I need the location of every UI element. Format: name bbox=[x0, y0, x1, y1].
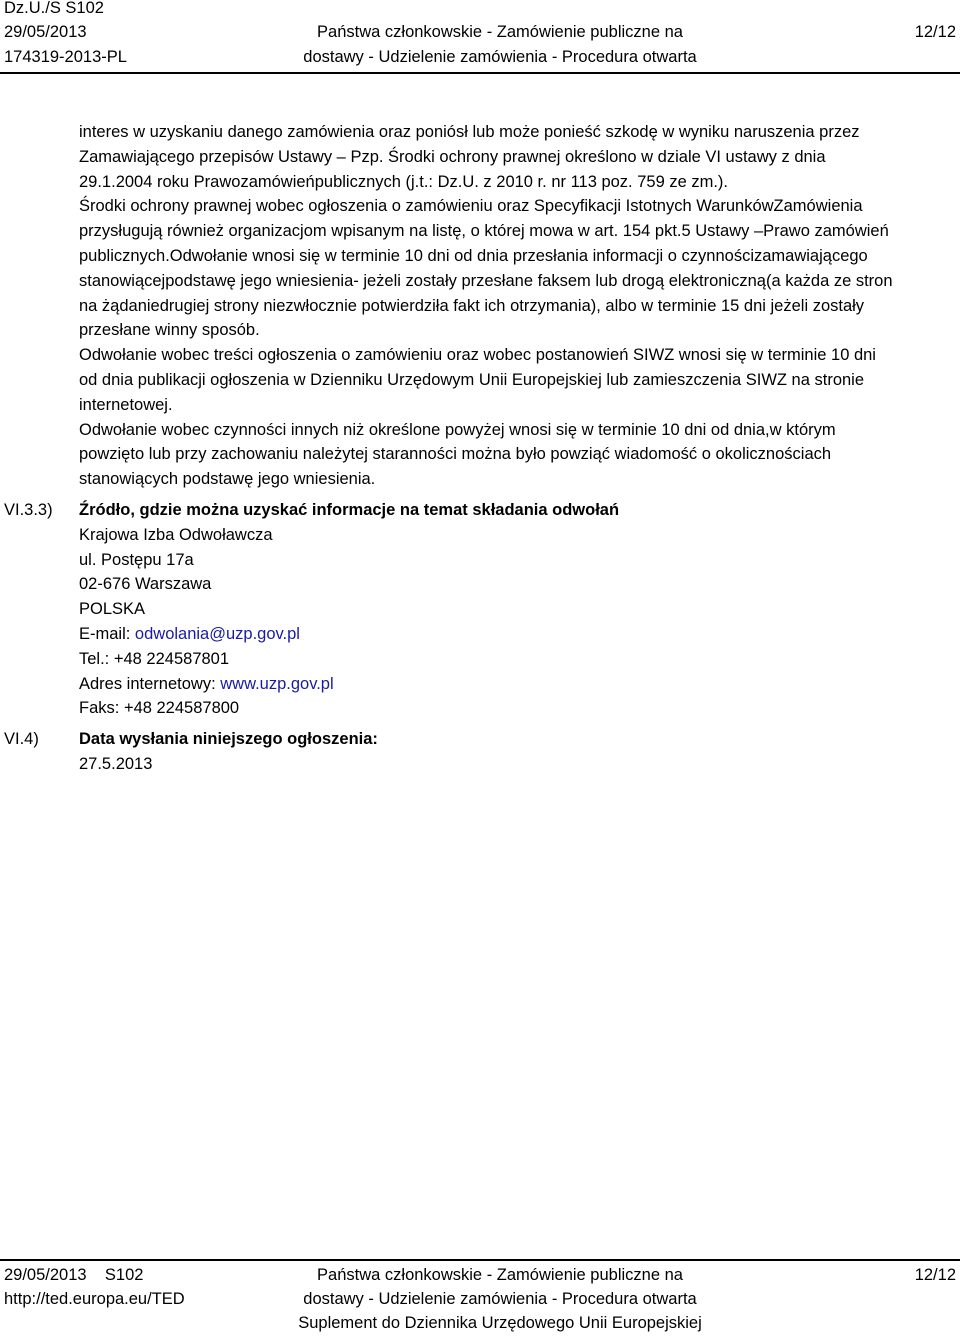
fax-row bbox=[79, 696, 955, 721]
street-address: ul. Postępu 17a bbox=[79, 550, 194, 569]
tel-value: +48 224587801 bbox=[113, 649, 230, 668]
text-line: publicznych.Odwołanie wnosi się w terminie 10 dni od dnia przesłania informacji o czynnościzamawiającego bbox=[79, 246, 868, 265]
section-title: Źródło, gdzie można uzyskać informacje na temat składania odwołań bbox=[79, 501, 620, 519]
text-line: Odwołanie wobec treści ogłoszenia o zamówieniu oraz wobec postanowień SIWZ wnosi się w terminie 10 dni bbox=[79, 346, 876, 365]
header-title-line1: Państwa członkowskie - Zamówienie publiczne na bbox=[317, 23, 683, 41]
header-page-number: 12/12 bbox=[914, 23, 956, 41]
email-row bbox=[79, 622, 955, 647]
footer-supplement: Suplement do Dziennika Urzędowego Unii Europejskiej bbox=[298, 1314, 702, 1332]
text-line: Zamawiającego przepisów Ustawy – Pzp. Środki ochrony prawnej określono w dziale VI ustawy z dnia bbox=[79, 147, 826, 166]
section-number-vi4: VI.4) bbox=[4, 730, 39, 748]
fax-label: Faks: bbox=[79, 699, 124, 718]
footer-date-ref: 29/05/2013 S102 bbox=[4, 1266, 144, 1284]
email-link[interactable]: odwolania@uzp.gov.pl bbox=[134, 624, 300, 643]
header-title-line2: dostawy - Udzielenie zamówienia - Procedura otwarta bbox=[303, 48, 697, 66]
header-notice-id: 174319-2013-PL bbox=[4, 48, 127, 66]
text-line: przesłane winny sposób. bbox=[79, 321, 260, 340]
header-date: 29/05/2013 bbox=[4, 23, 87, 41]
tel-row bbox=[79, 647, 955, 672]
postal-city: 02-676 Warszawa bbox=[79, 575, 212, 594]
header-journal-ref: Dz.U./S S102 bbox=[4, 0, 104, 17]
fax-value: +48 224587800 bbox=[123, 699, 240, 718]
country: POLSKA bbox=[79, 600, 146, 619]
footer-title-line1: Państwa członkowskie - Zamówienie publiczne na bbox=[317, 1266, 683, 1284]
email-label: E-mail: bbox=[79, 624, 135, 643]
text-line: Środki ochrony prawnej wobec ogłoszenia o zamówieniu oraz Specyfikacji Istotnych WarunkówZamówienia bbox=[79, 197, 863, 216]
dispatch-date: 27.5.2013 bbox=[79, 754, 153, 773]
web-label: Adres internetowy: bbox=[79, 674, 221, 693]
text-line: Odwołanie wobec czynności innych niż określone powyżej wnosi się w terminie 10 dni od dnia,w którym bbox=[79, 420, 836, 439]
appeal-procedures-text bbox=[79, 120, 955, 492]
section-title: Data wysłania niniejszego ogłoszenia: bbox=[79, 730, 378, 748]
text-line: przysługują również organizacjom wpisanym na listę, o której mowa w art. 154 pkt.5 Ustawy –Prawo zamówień bbox=[79, 222, 889, 241]
footer-divider bbox=[0, 1259, 960, 1261]
web-link[interactable]: www.uzp.gov.pl bbox=[220, 674, 334, 693]
text-line: od dnia publikacji ogłoszenia w Dzienniku Urzędowym Unii Europejskiej lub zamieszczenia SIWZ na stronie bbox=[79, 370, 865, 389]
organisation-name: Krajowa Izba Odwoławcza bbox=[79, 525, 273, 544]
text-line: interes w uzyskaniu danego zamówienia oraz poniósł lub może ponieść szkodę w wyniku naruszenia przez bbox=[79, 123, 860, 141]
text-line: 29.1.2004 roku Prawozamówieńpublicznych (j.t.: Dz.U. z 2010 r. nr 113 poz. 759 ze zm.). bbox=[79, 172, 729, 191]
section-vi4 bbox=[79, 727, 955, 777]
tel-label: Tel.: bbox=[79, 649, 114, 668]
section-number-vi33: VI.3.3) bbox=[4, 501, 53, 519]
section-vi33 bbox=[79, 498, 955, 721]
footer-url: http://ted.europa.eu/TED bbox=[4, 1290, 185, 1308]
web-row bbox=[79, 672, 955, 697]
text-line: stanowiącejpodstawę jego wniesienia- jeżeli zostały przesłane faksem lub drogą elektroniczną(a każda ze stron bbox=[79, 271, 893, 290]
text-line: na żądaniedrugiej strony niezwłocznie potwierdziła fakt ich otrzymania), albo w terminie 15 dni jeżeli zostały bbox=[79, 296, 865, 315]
footer-title-line2: dostawy - Udzielenie zamówienia - Procedura otwarta bbox=[303, 1290, 697, 1308]
text-line: powzięto lub przy zachowaniu należytej staranności można było powziąć wiadomość o okolicznościach bbox=[79, 445, 832, 464]
text-line: internetowej. bbox=[79, 395, 173, 414]
footer-page-number: 12/12 bbox=[914, 1266, 956, 1284]
header-divider bbox=[0, 72, 960, 74]
text-line: stanowiących podstawę jego wniesienia. bbox=[79, 470, 376, 489]
